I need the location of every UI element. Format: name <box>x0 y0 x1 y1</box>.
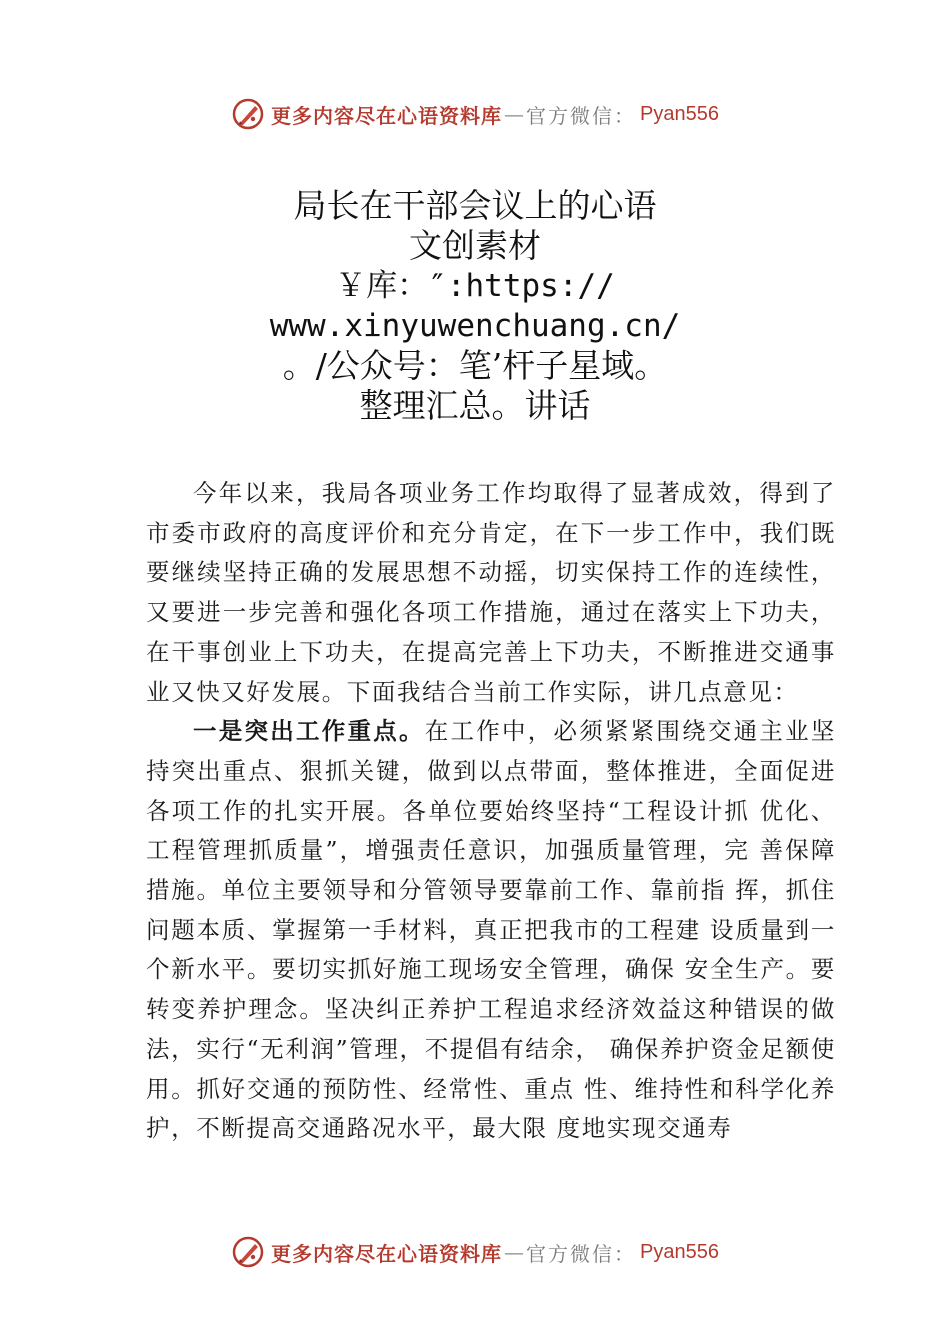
title-line-5: 。/公众号：笔’杆子星域。 <box>282 346 668 385</box>
paragraph-2-text: 在工作中，必须紧紧围绕交通主业坚持突出重点、狠抓关键，做到以点带面，整体推进，全面促进各项工作的扎实开展。各单位要始终坚持“工程设计抓 优化、工程管理抓质量”，增强责任意识，加强质量管理，完 善保障措施。单位主要领导和分管领导要靠前工作、靠前指 挥，抓住问题本质、掌握第一手材料，真正把我市的工程建 设质量到一个新水平。要切实抓好施工现场安全管理，确保 安全生产。要转变养护理念。坚决纠正养护工程追求经济效益这种错误的做法，实行“无利润”管理，不提倡有结余， 确保养护资金足额使用。抓好交通的预防性、经常性、重点 性、维持性和科学化养护，不断提高交通路况水平，最大限 度地实现交通寿 <box>146 717 836 1143</box>
footer-wechat-id: Pyan556 <box>640 1240 719 1263</box>
body-paragraph-1: 今年以来，我局各项业务工作均取得了显著成效，得到了市委市政府的高度评价和充分肯定，在下一步工作中，我们既要继续坚持正确的发展思想不动摇，切实保持工作的连续性，又要进一步完善和强化各项工作措施，通过在落实上下功夫，在干事创业上下功夫，在提高完善上下功夫，不断推进交通事业又快又好发展。下面我结合当前工作实际，讲几点意见： <box>146 479 836 706</box>
banner-separator: — <box>504 102 525 126</box>
title-line-3: ￥库：″:https:// <box>335 268 615 304</box>
footer-brand-text: 更多内容尽在心语资料库 <box>271 1241 503 1266</box>
document-title <box>0 186 950 426</box>
title-line-4: www.xinyuwenchuang.cn/ <box>269 308 681 344</box>
banner-wechat-id: Pyan556 <box>640 102 719 125</box>
title-line-2: 文创素材 <box>409 226 541 265</box>
footer-wechat-label: 官方微信： <box>526 1241 637 1266</box>
document-body <box>146 474 836 1149</box>
title-line-6: 整理汇总。讲话 <box>359 386 591 425</box>
quill-pen-logo-icon <box>231 1235 265 1269</box>
quill-pen-logo-icon <box>231 97 265 131</box>
paragraph-2-lead: 一是突出工作重点。 <box>193 717 425 746</box>
banner-wechat-label: 官方微信： <box>526 103 637 128</box>
footer-banner <box>0 1232 950 1272</box>
title-line-1: 局长在干部会议上的心语 <box>293 186 657 225</box>
banner-brand-text: 更多内容尽在心语资料库 <box>271 103 503 128</box>
footer-separator: — <box>504 1240 525 1264</box>
header-banner <box>0 94 950 134</box>
body-paragraph-2 <box>146 712 836 1149</box>
